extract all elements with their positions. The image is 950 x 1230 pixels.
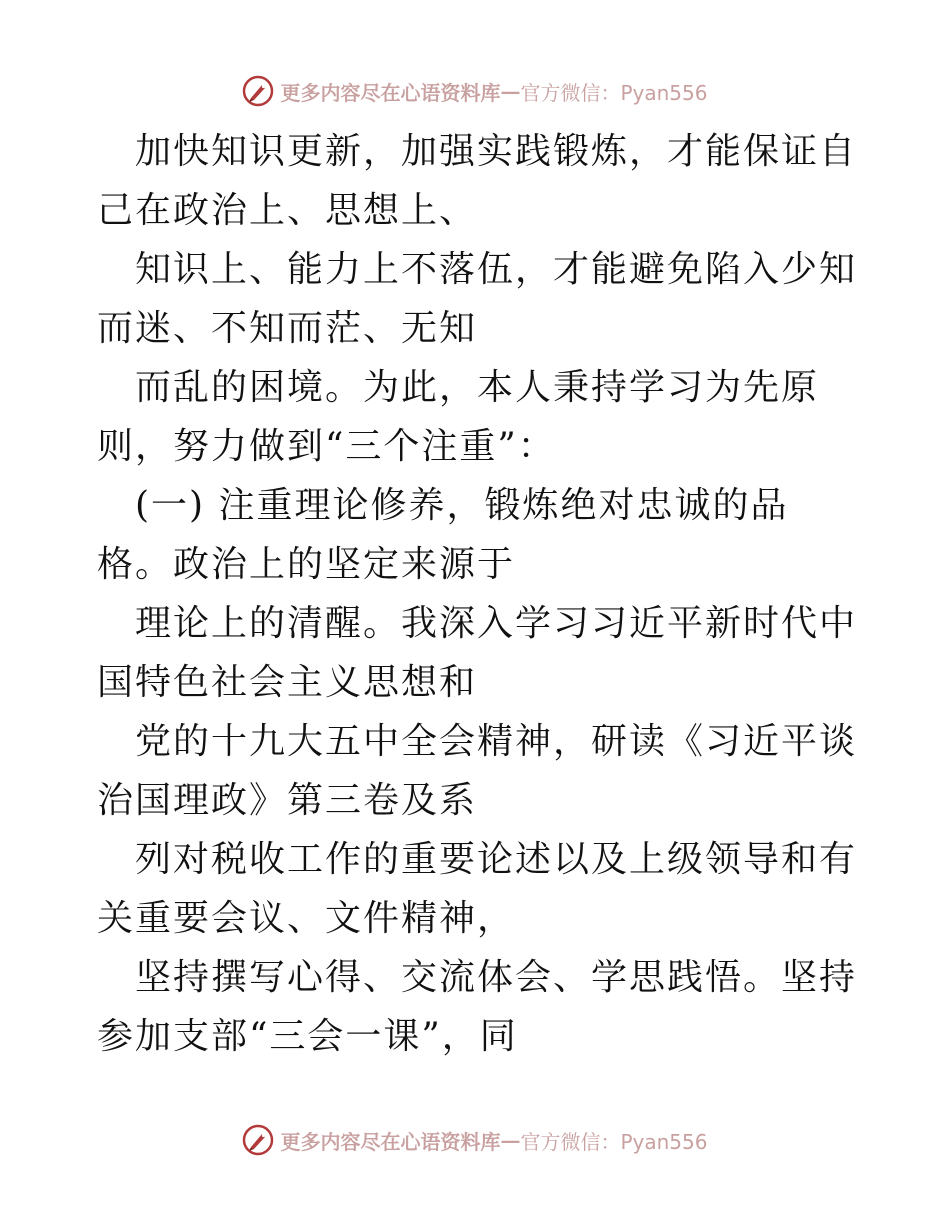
paragraph: 而乱的困境。为此，本人秉持学习为先原则，努力做到“三个注重”：	[97, 367, 820, 467]
pen-logo-icon	[242, 75, 274, 107]
watermark-dash: —	[500, 79, 521, 103]
paragraph: 理论上的清醒。我深入学习习近平新时代中国特色社会主义思想和	[97, 603, 858, 703]
document-body	[97, 122, 857, 1066]
watermark-site-text: 更多内容尽在心语资料库	[280, 80, 501, 105]
paragraph: (一) 注重理论修养，锻炼绝对忠诚的品格。政治上的坚定来源于	[97, 485, 789, 585]
watermark-wechat-text: 官方微信：Pyan556	[520, 80, 708, 105]
watermark-dash: —	[500, 1128, 521, 1152]
watermark-site-text: 更多内容尽在心语资料库	[280, 1129, 501, 1154]
paragraph: 列对税收工作的重要论述以及上级领导和有关重要会议、文件精神，	[97, 839, 858, 939]
watermark-wechat-text: 官方微信：Pyan556	[520, 1129, 708, 1154]
paragraph: 知识上、能力上不落伍，才能避免陷入少知而迷、不知而茫、无知	[97, 249, 858, 349]
paragraph: 坚持撰写心得、交流体会、学思践悟。坚持参加支部“三会一课”，同	[97, 957, 858, 1057]
watermark-footer	[0, 1120, 950, 1160]
paragraph: 加快知识更新，加强实践锻炼，才能保证自己在政治上、思想上、	[97, 131, 858, 231]
pen-logo-icon	[242, 1124, 274, 1156]
watermark-header	[0, 71, 950, 111]
paragraph: 党的十九大五中全会精神，研读《习近平谈治国理政》第三卷及系	[97, 721, 858, 821]
